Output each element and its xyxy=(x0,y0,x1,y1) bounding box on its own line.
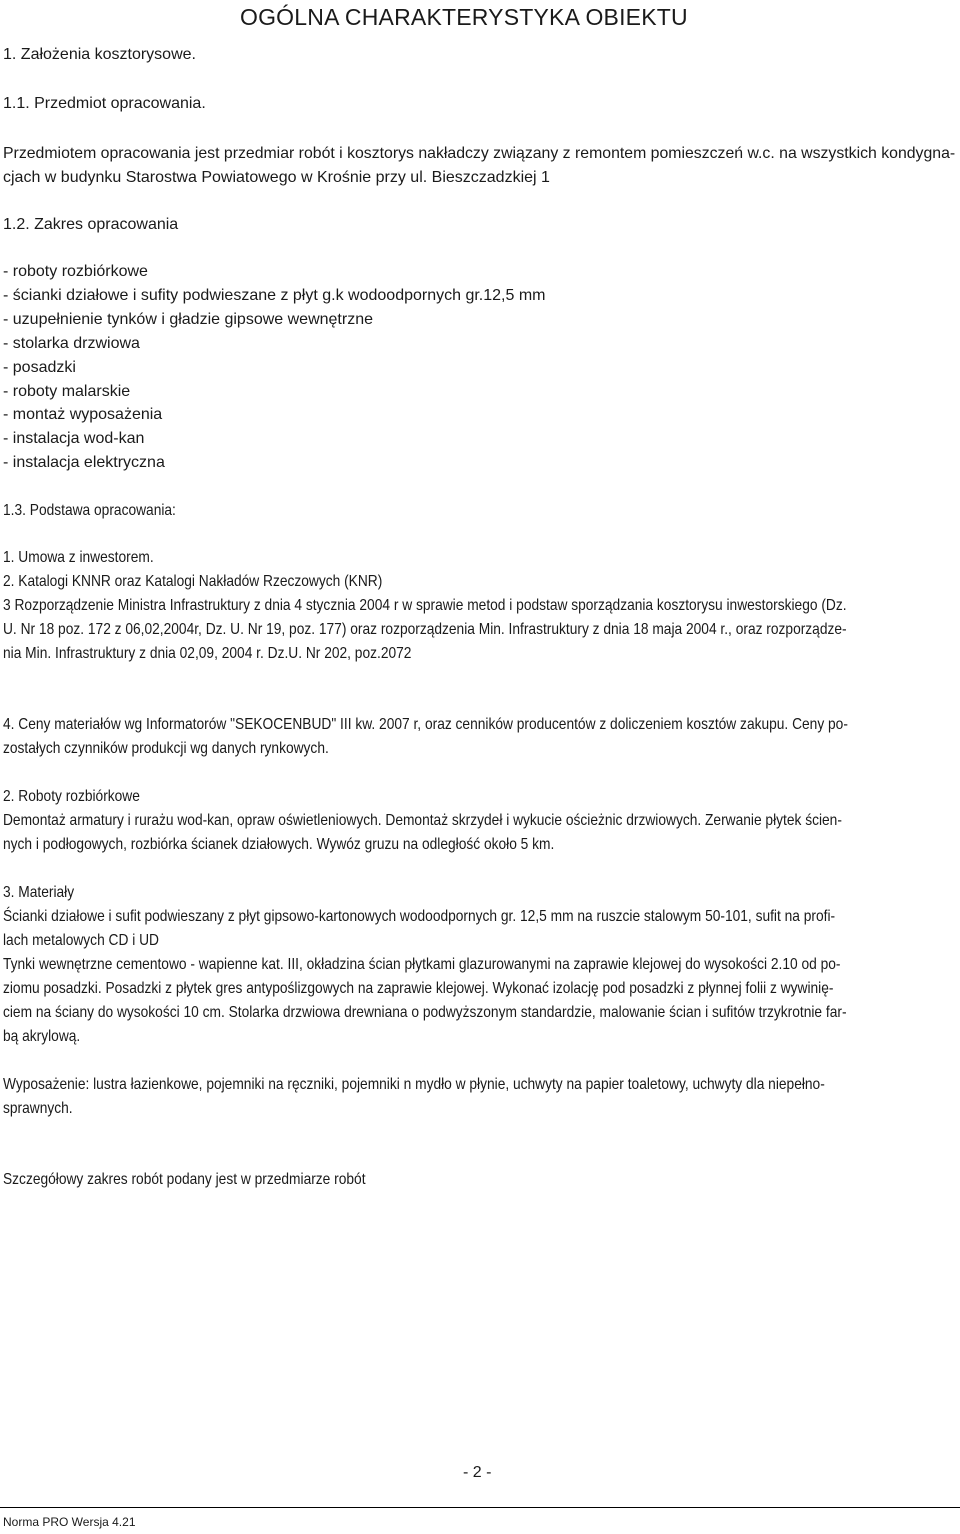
list-item: 1. Umowa z inwestorem. xyxy=(3,549,154,566)
paragraph-line: nych i podłogowych, rozbiórka ścianek działowych. Wywóz gruzu na odległość około 5 km. xyxy=(3,836,555,853)
subsection-heading: 1.2. Zakres opracowania xyxy=(3,216,179,233)
paragraph-line: Tynki wewnętrzne cementowo - wapienne kat. III, okładzina ścian płytkami glazurowanymi na zaprawie klejowej do wysokości 2.10 od po- xyxy=(3,956,841,973)
footer-text: Norma PRO Wersja 4.21 xyxy=(3,1515,136,1529)
list-item: - roboty rozbiórkowe xyxy=(3,263,148,280)
subsection-heading: 1.1. Przedmiot opracowania. xyxy=(3,95,206,112)
list-item: - posadzki xyxy=(3,359,76,376)
paragraph-line: 3 Rozporządzenie Ministra Infrastruktury z dnia 4 stycznia 2004 r w sprawie metod i podstaw sporządzania kosztorysu inwestorskiego (Dz. xyxy=(3,597,847,614)
footer-divider xyxy=(0,1507,960,1508)
page-number: - 2 - xyxy=(463,1464,492,1481)
list-item: - roboty malarskie xyxy=(3,383,131,400)
list-item: - instalacja wod-kan xyxy=(3,430,145,447)
section-heading: 3. Materiały xyxy=(3,884,75,901)
page-title: OGÓLNA CHARAKTERYSTYKA OBIEKTU xyxy=(240,4,688,30)
paragraph-line: sprawnych. xyxy=(3,1100,73,1117)
list-item: 2. Katalogi KNNR oraz Katalogi Nakładów Rzeczowych (KNR) xyxy=(3,573,383,590)
list-item: - ścianki działowe i sufity podwieszane z płyt g.k wodoodpornych gr.12,5 mm xyxy=(3,287,546,304)
list-item: - uzupełnienie tynków i gładzie gipsowe wewnętrzne xyxy=(3,311,373,328)
paragraph-line: Szczegółowy zakres robót podany jest w przedmiarze robót xyxy=(3,1171,366,1188)
subsection-heading: 1.3. Podstawa opracowania: xyxy=(3,502,176,519)
paragraph-line: 4. Ceny materiałów wg Informatorów "SEKOCENBUD" III kw. 2007 r, oraz cenników producentów z doliczeniem kosztów zakupu. Ceny po- xyxy=(3,716,848,733)
paragraph-line: Wyposażenie: lustra łazienkowe, pojemniki na ręczniki, pojemniki n mydło w płynie, uchwyty na papier toaletowy, uchwyty dla niepełno- xyxy=(3,1076,825,1093)
list-item: - stolarka drzwiowa xyxy=(3,335,140,352)
paragraph-line: ziomu posadzki. Posadzki z płytek gres antypoślizgowych na zaprawie klejowej. Wykonać izolację pod posadzki z płynnej folii z wywinię- xyxy=(3,980,834,997)
paragraph-line: nia Min. Infrastruktury z dnia 02,09, 2004 r. Dz.U. Nr 202, poz.2072 xyxy=(3,645,412,662)
section-heading: 1. Założenia kosztorysowe. xyxy=(3,46,196,63)
paragraph-line: ciem na ściany do wysokości 10 cm. Stolarka drzwiowa drewniana o podwyższonym standardzie, malowanie ścian i sufitów trzykrotnie far- xyxy=(3,1004,847,1021)
paragraph-line: Demontaż armatury i rurażu wod-kan, opraw oświetleniowych. Demontaż skrzydeł i wykucie ościeżnic drzwiowych. Zerwanie płytek ścien- xyxy=(3,812,842,829)
paragraph-line: U. Nr 18 poz. 172 z 06,02,2004r, Dz. U. Nr 19, poz. 177) oraz rozporządzenia Min. Infrastruktury z dnia 18 maja 2004 r., oraz rozporządze- xyxy=(3,621,847,638)
section-heading: 2. Roboty rozbiórkowe xyxy=(3,788,140,805)
paragraph-line: lach metalowych CD i UD xyxy=(3,932,159,949)
paragraph-line: bą akrylową. xyxy=(3,1028,81,1045)
paragraph-line: Przedmiotem opracowania jest przedmiar robót i kosztorys nakładczy związany z remontem pomieszczeń w.c. na wszystkich kondygna- xyxy=(3,145,956,162)
paragraph-line: zostałych czynników produkcji wg danych rynkowych. xyxy=(3,740,329,757)
paragraph-line: cjach w budynku Starostwa Powiatowego w Krośnie przy ul. Bieszczadzkiej 1 xyxy=(3,169,550,186)
list-item: - instalacja elektryczna xyxy=(3,454,165,471)
paragraph-line: Ścianki działowe i sufit podwieszany z płyt gipsowo-kartonowych wodoodpornych gr. 12,5 mm na ruszcie stalowym 50-101, sufit na profi- xyxy=(3,908,836,925)
list-item: - montaż wyposażenia xyxy=(3,406,163,423)
